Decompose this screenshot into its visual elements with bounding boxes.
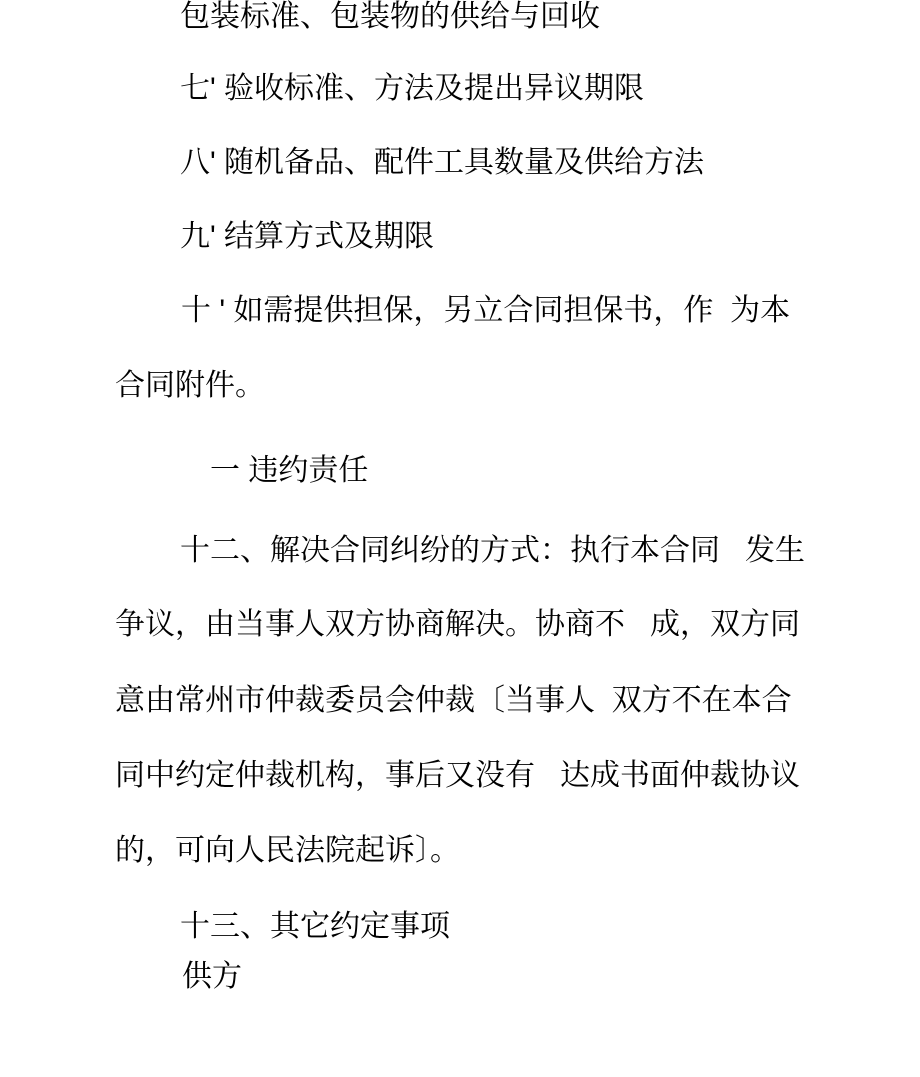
text-line-supplier-label: 供方 [182, 960, 242, 993]
text-line-item-twelve-cont-1: 争议，由当事人双方协商解决。协商不 成，双方同 [115, 608, 801, 641]
text-line-item-thirteen: 十三、其它约定事项 [180, 910, 450, 943]
text-line-item-eight: 八' 随机备品、配件工具数量及供给方法 [180, 146, 705, 179]
text-line-item-twelve-cont-2: 意由常州市仲裁委员会仲裁〔当事人 双方不在本合 [115, 684, 792, 717]
text-line-item-twelve-cont-4: 的，可向人民法院起诉〕。 [115, 834, 460, 867]
text-line-packing-standard: 包装标准、包装物的供给与回收 [180, 0, 600, 33]
text-line-item-twelve: 十二、解决合同纠纷的方式：执行本合同 发生 [180, 534, 806, 567]
text-line-item-twelve-cont-3: 同中约定仲裁机构，事后又没有 达成书面仲裁协议 [115, 759, 801, 792]
text-line-item-ten-cont: 合同附件。 [115, 369, 265, 402]
text-line-item-eleven: 一 违约责任 [210, 454, 369, 487]
text-line-item-ten: 十 ' 如需提供担保，另立合同担保书，作 为本 [181, 294, 791, 327]
text-line-item-seven: 七' 验收标准、方法及提出异议期限 [180, 72, 645, 105]
text-line-item-nine: 九' 结算方式及期限 [180, 220, 435, 253]
